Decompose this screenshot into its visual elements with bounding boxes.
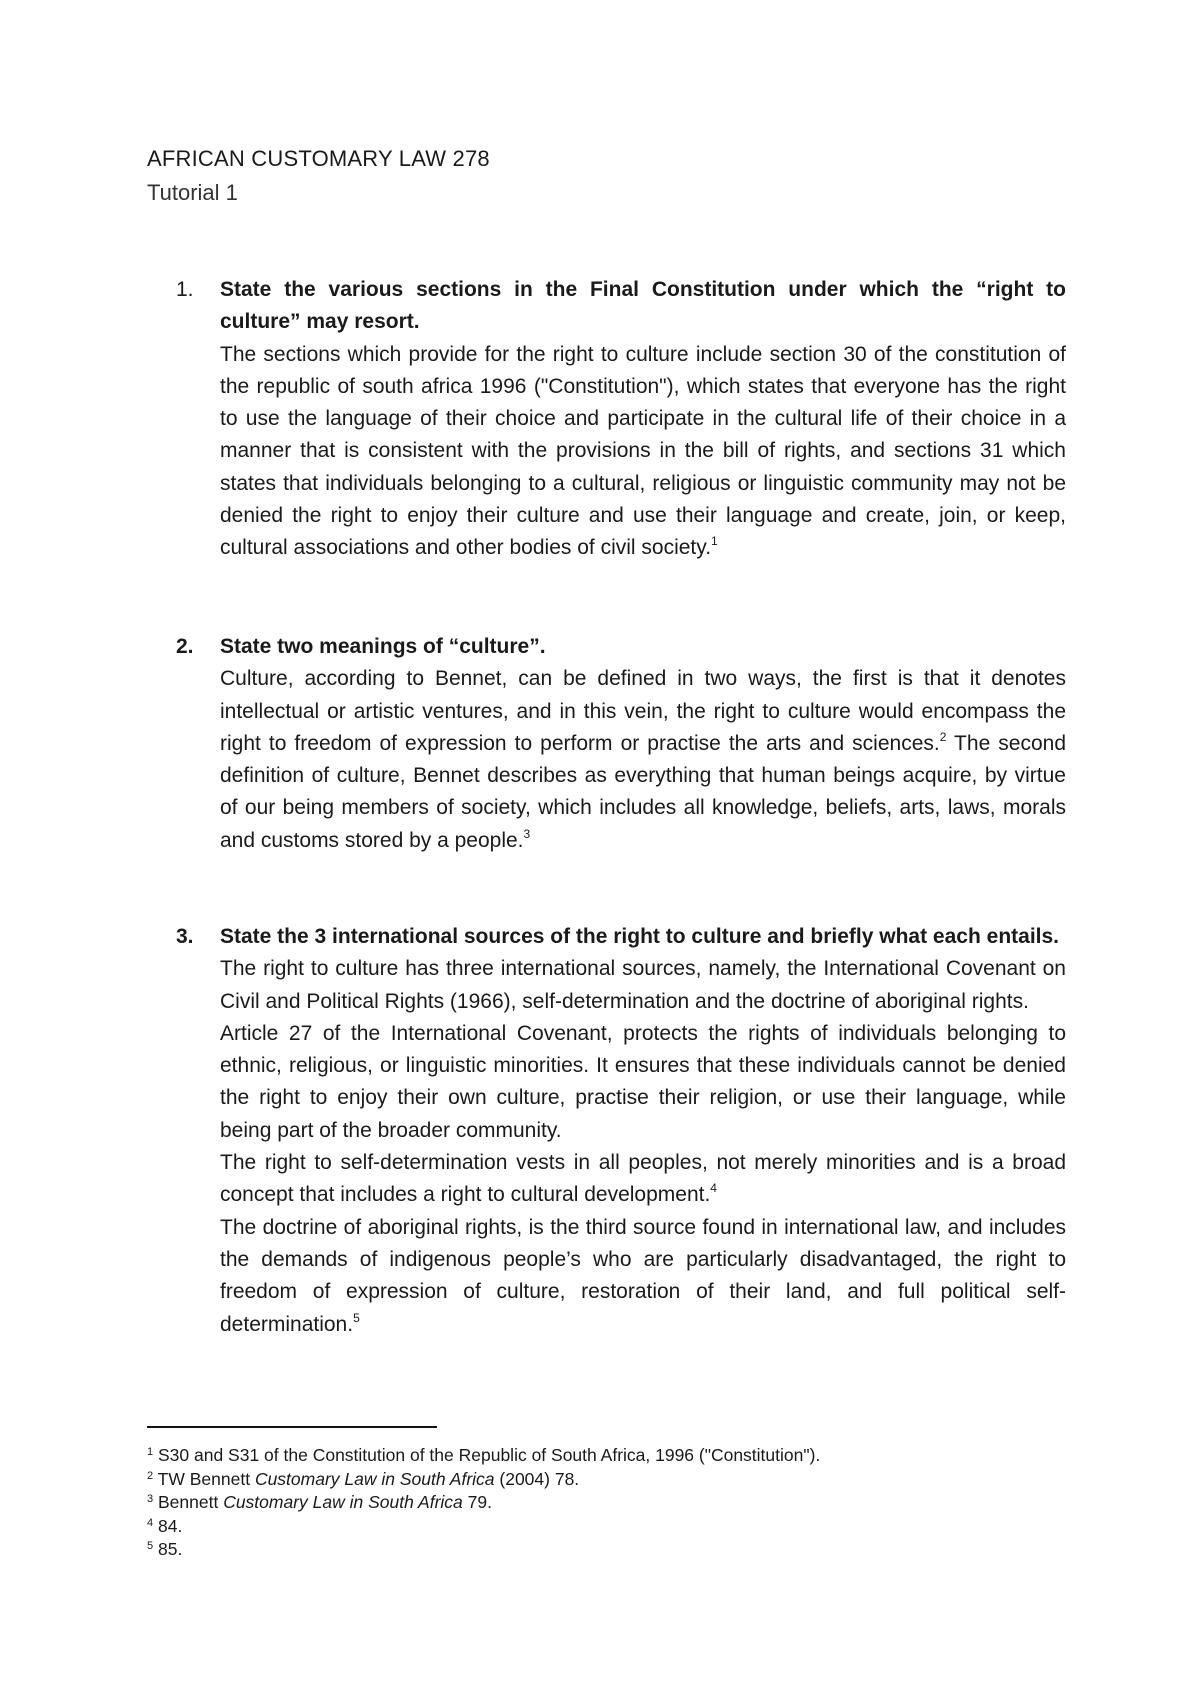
answer-2 [220,663,1066,857]
footnote-4-text: 84. [153,1515,183,1536]
footnote-4 [147,1515,1067,1539]
answer-1-text: The sections which provide for the right to culture include section 30 of the constitution of the republic of south africa 1996 ("Constitution"), which states that everyone has the right to use the language of their choice and participate in the cultural life of their choice in a manner that is consistent with the provisions in the bill of rights, and sections 31 which states that individuals belonging to a cultural, religious or linguistic community may not be denied the right to enjoy their culture and use their language and create, join, or keep, cultural associations and other bodies of civil society. [220,342,1066,560]
document-subtitle: Tutorial 1 [147,180,238,205]
footnote-2-mark: 2 [147,1469,154,1482]
footnote-4-mark: 4 [147,1516,154,1529]
answer-2-text-b: The second definition of culture, Bennet describes as everything that human beings acquire, by virtue of our being members of society, which includes all knowledge, beliefs, arts, laws, morals and customs stored by a people. [220,731,1066,852]
answer-2-text-a: Culture, according to Bennet, can be defined in two ways, the first is that it denotes intellectual or artistic ventures, and in this vein, the right to culture would encompass the right to freedom of expression to perform or practise the arts and sciences. [220,667,1066,755]
footnote-ref-5[interactable]: 5 [353,1310,360,1325]
footnote-3-post: 79. [462,1492,492,1512]
footnote-3 [147,1491,1067,1515]
question-1-heading: State the various sections in the Final Constitution under which the “right to culture” may resort. [220,278,1066,334]
footnote-3-pre: Bennett [153,1492,224,1512]
footnote-1-text: S30 and S31 of the Constitution of the Republic of South Africa, 1996 ("Constitution"). [153,1445,821,1465]
question-1 [178,274,1066,565]
answer-3-paragraph-3-text: The right to self-determination vests in all peoples, not merely minorities and is a broad concept that includes a right to cultural development. [220,1151,1066,1207]
question-3 [178,921,1066,1341]
question-2 [178,631,1066,857]
footnote-5 [147,1538,1067,1562]
footnote-1-mark: 1 [147,1446,154,1458]
footnote-1 [147,1444,1067,1468]
question-1-number: 1. [176,278,194,301]
question-3-heading: State the 3 international sources of the right to culture and briefly what each entails. [220,925,1059,948]
question-2-number: 2. [176,635,194,658]
footnote-ref-1[interactable]: 1 [711,534,718,549]
footnote-5-mark: 5 [147,1540,154,1552]
answer-3-paragraph-4 [220,1212,1066,1341]
answer-3-paragraph-4-text: The doctrine of aboriginal rights, is the third source found in international law, and includes the demands of indigenous people’s who are particularly disadvantaged, the right to freedom of expression of culture, restoration of their land, and full political self-determination. [220,1215,1066,1336]
footnote-2-pre: TW Bennett [153,1468,255,1489]
answer-1 [220,339,1066,565]
footnote-ref-4[interactable]: 4 [710,1181,717,1196]
answer-3-paragraph-1: The right to culture has three international sources, namely, the International Covenant on Civil and Political Rights (1966), self-determination and the doctrine of aboriginal rights. [220,957,1066,1013]
footnote-ref-2[interactable]: 2 [939,729,947,744]
document-title: AFRICAN CUSTOMARY LAW 278 [147,146,490,171]
footnote-2-book-title: Customary Law in South Africa [254,1468,495,1489]
footnote-2-post: (2004) 78. [494,1468,580,1489]
footnote-5-text: 85. [153,1539,183,1559]
question-2-heading: State two meanings of “culture”. [220,635,546,658]
footnote-3-book-title: Customary Law in South Africa [223,1492,463,1512]
footnote-3-mark: 3 [147,1493,154,1505]
question-3-number: 3. [176,925,194,948]
footnote-ref-3[interactable]: 3 [523,826,531,841]
answer-3-paragraph-2: Article 27 of the International Covenant, protects the rights of individuals belonging to ethnic, religious, or linguistic minorities. It ensures that these individuals cannot be denied the right to enjoy their own culture, practise their religion, or use their language, while being part of the broader community. [220,1021,1066,1142]
answer-3-paragraph-3 [220,1147,1066,1212]
footnote-2 [147,1468,1067,1492]
footnotes [147,1444,1067,1562]
footnote-separator [147,1426,437,1428]
